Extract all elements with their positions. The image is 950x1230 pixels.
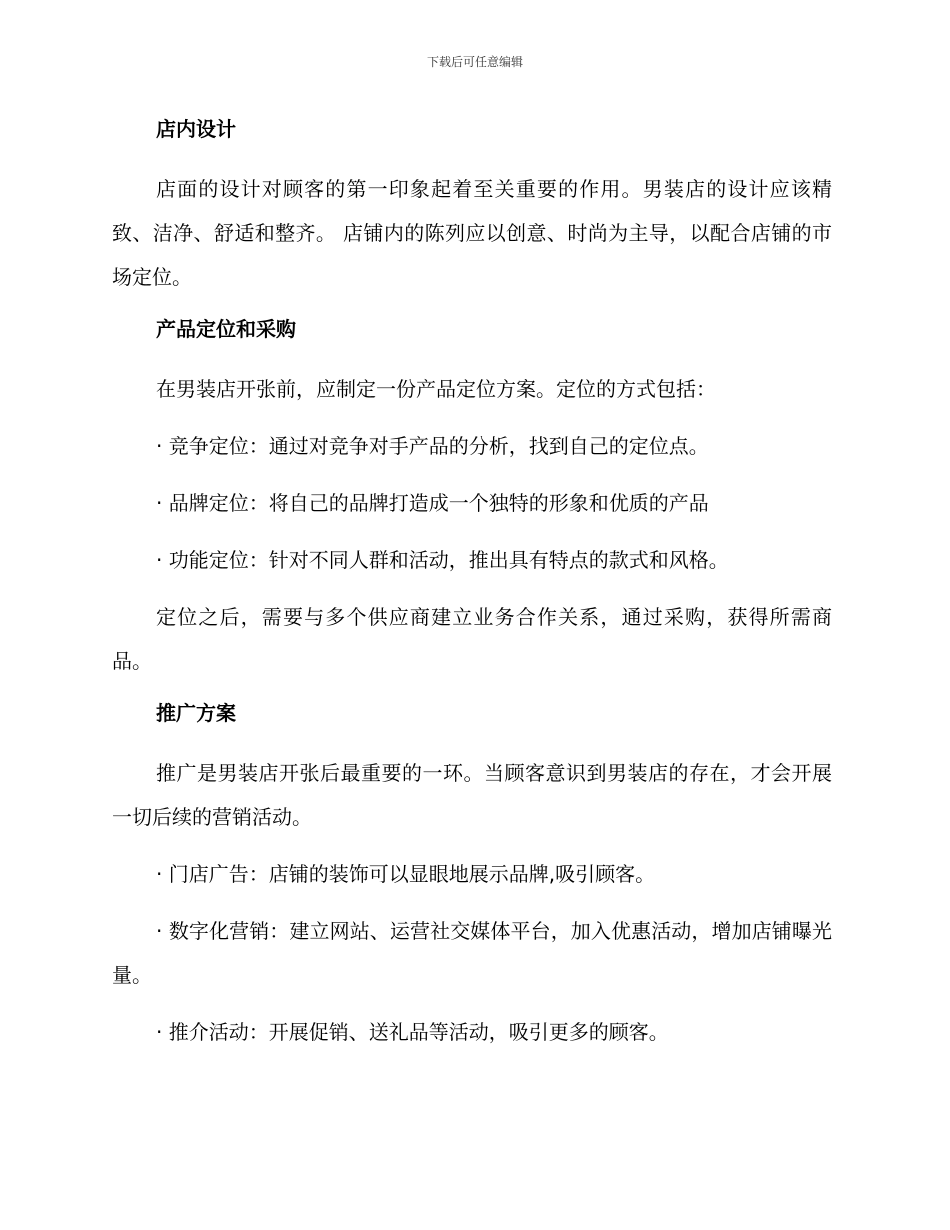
document-body [112, 112, 832, 1067]
section-heading: 店内设计 [156, 117, 236, 141]
paragraph: 在男装店开张前，应制定一份产品定位方案。定位的方式包括： [156, 377, 716, 401]
header-note: 下载后可任意编辑 [426, 55, 523, 69]
bullet-item: · 功能定位：针对不同人群和活动，推出具有特点的款式和风格。 [156, 548, 729, 572]
bullet-item: · 竞争定位：通过对竞争对手产品的分析，找到自己的定位点。 [156, 434, 709, 458]
section-product-positioning [112, 312, 832, 683]
bullet-item: · 品牌定位：将自己的品牌打造成一个独特的形象和优质的产品 [156, 491, 709, 515]
paragraph: 定位之后，需要与多个供应商建立业务合作关系，通过采购，获得所需商品。 [112, 605, 832, 673]
section-heading: 推广方案 [156, 701, 236, 725]
bullet-item: · 推介活动：开展促销、送礼品等活动，吸引更多的顾客。 [156, 1020, 669, 1044]
paragraph: 店面的设计对顾客的第一印象起着至关重要的作用。男装店的设计应该精致、洁净、舒适和整齐。 店铺内的陈列应以创意、时尚为主导，以配合店铺的市场定位。 [112, 177, 832, 289]
section-promotion-plan [112, 696, 832, 1054]
section-store-design [112, 112, 832, 299]
bullet-item: · 数字化营销：建立网站、运营社交媒体平台，加入优惠活动，增加店铺曝光量。 [112, 919, 832, 987]
paragraph: 推广是男装店开张后最重要的一环。当顾客意识到男装店的存在，才会开展一切后续的营销活动。 [112, 761, 832, 829]
bullet-item: · 门店广告：店铺的装饰可以显眼地展示品牌,吸引顾客。 [156, 862, 656, 886]
section-heading: 产品定位和采购 [156, 317, 296, 341]
